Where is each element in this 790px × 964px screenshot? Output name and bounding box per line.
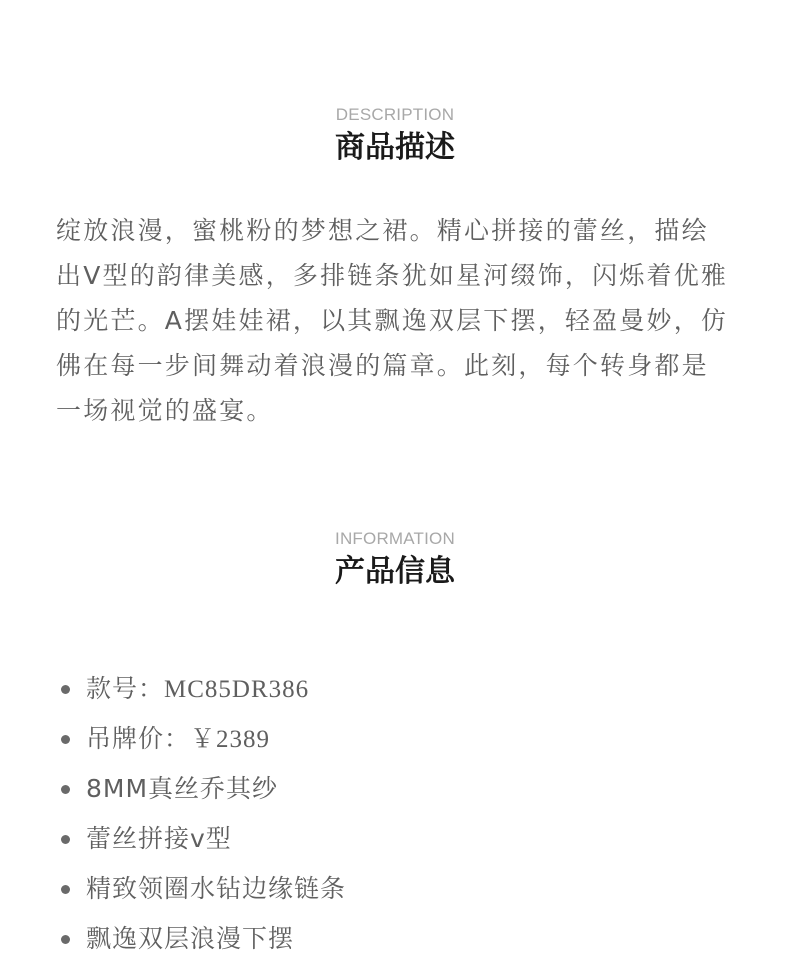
- info-item-label: 蕾丝拼接v型: [86, 824, 232, 853]
- bullet-dot: [61, 735, 70, 744]
- info-item-tag-price: [0, 714, 790, 764]
- bullet-dot: [61, 835, 70, 844]
- info-item-neckline: [0, 864, 790, 914]
- bullet-dot: [61, 785, 70, 794]
- info-item-lace: [0, 814, 790, 864]
- product-info-list: [0, 664, 790, 964]
- bullet-dot: [61, 685, 70, 694]
- information-eyebrow: INFORMATION: [335, 529, 455, 548]
- info-item-style-number: [0, 664, 790, 714]
- info-item-value: MC85DR386: [164, 676, 310, 703]
- bullet-dot: [61, 935, 70, 944]
- info-item-fabric: [0, 764, 790, 814]
- description-title: 商品描述: [335, 130, 455, 165]
- description-eyebrow: DESCRIPTION: [335, 105, 455, 124]
- info-item-label: 吊牌价：: [86, 724, 191, 753]
- info-item-hem: [0, 914, 790, 964]
- info-item-label: 精致领圈水钻边缘链条: [86, 874, 347, 903]
- bullet-dot: [61, 885, 70, 894]
- info-item-label: 飘逸双层浪漫下摆: [86, 924, 295, 953]
- info-item-label: 款号：: [86, 674, 165, 703]
- info-item-value: ￥2389: [190, 726, 271, 753]
- product-description-text: 绽放浪漫，蜜桃粉的梦想之裙。精心拼接的蕾丝，描绘出V型的韵律美感，多排链条犹如星河缀饰，闪烁着优雅的光芒。A摆娃娃裙，以其飘逸双层下摆，轻盈曼妙，仿佛在每一步间舞动着浪漫的篇章。此刻，每个转身都是一场视觉的盛宴。: [56, 216, 729, 425]
- info-item-label: 8MM真丝乔其纱: [86, 774, 279, 803]
- information-title: 产品信息: [335, 554, 455, 589]
